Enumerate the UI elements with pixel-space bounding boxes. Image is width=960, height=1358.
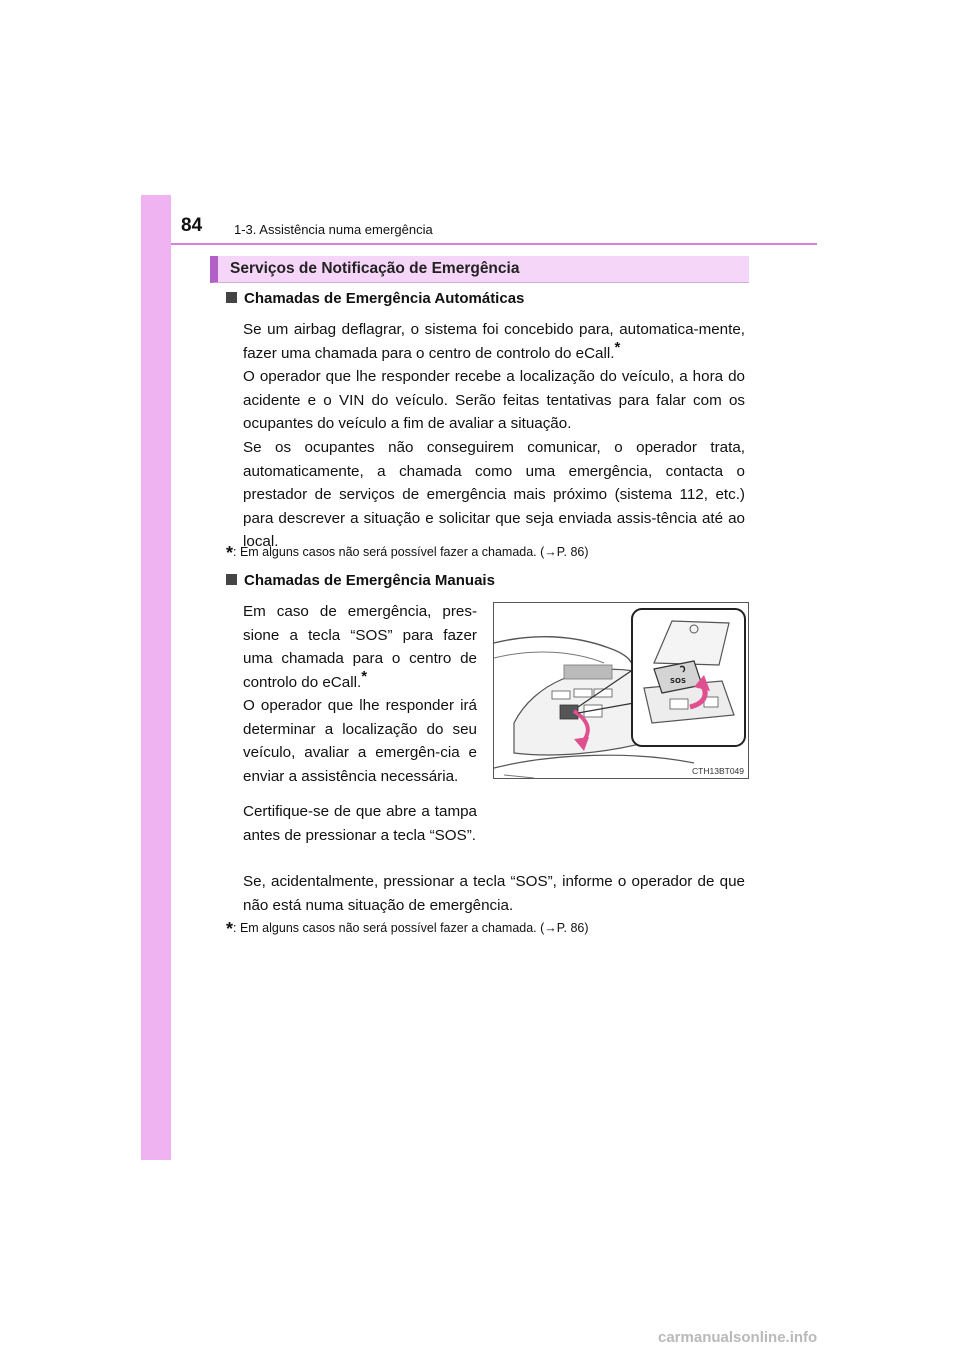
square-bullet-icon [226, 574, 237, 585]
manual-paragraph-1 [243, 600, 477, 788]
header-rule [171, 243, 817, 245]
sos-button-label: SOS [670, 677, 687, 685]
chapter-sidebar [141, 195, 171, 1160]
manual-calls-heading [226, 572, 495, 589]
banner-title: Serviços de Notificação de Emergência [230, 260, 520, 277]
overhead-console-drawing [494, 603, 749, 779]
figure-code: CTH13BT049 [692, 766, 744, 776]
auto-calls-heading [226, 290, 524, 307]
manual-paragraph-2: Certifique-se de que abre a tampa antes de pressionar a tecla “SOS”. [243, 803, 477, 844]
manual-calls-heading-text: Chamadas de Emergência Manuais [244, 572, 495, 589]
square-bullet-icon [226, 292, 237, 303]
page-number: 84 [181, 215, 203, 236]
auto-footnote [226, 543, 589, 564]
auto-paragraph-1 [243, 318, 745, 436]
footnote-marker: * [361, 667, 368, 685]
manual-paragraph-3: Se, acidentalmente, pressionar a tecla “SOS”, informe o operador de que não está numa situação de emergência. [243, 873, 745, 914]
footnote-marker: * [614, 338, 621, 356]
footnote-star: * [226, 919, 234, 939]
footnote-star: * [226, 543, 234, 563]
auto-p1a: Se um airbag deflagrar, o sistema foi concebido para, automatica-mente, fazer uma chamada para o centro de controlo do eCall. [243, 321, 745, 362]
sos-button-illustration [493, 602, 749, 779]
section-header: 1-3. Assistência numa emergência [234, 222, 433, 237]
manual-p1a: Em caso de emergência, pres-sione a tecla “SOS” para fazer uma chamada para o centro de controlo do eCall. [243, 603, 477, 691]
watermark: carmanualsonline.info [658, 1329, 818, 1346]
auto-paragraph-2: Se os ocupantes não conseguirem comunicar, o operador trata, automaticamente, a chamada como uma emergência, contacta o prestador de serviços de emergência mais próximo (sistema 112, etc.) para descrever a situação e solicitar que seja enviada assis-tência até ao local. [243, 439, 745, 550]
section-banner [210, 256, 749, 283]
auto-p1b: O operador que lhe responder recebe a localização do veículo, a hora do acidente e o VIN do veículo. Serão feitas tentativas para falar com os ocupantes do veículo a fim de avaliar a situação. [243, 368, 745, 432]
manual-footnote [226, 919, 589, 940]
auto-footnote-text: : Em alguns casos não será possível fazer a chamada. (→P. 86) [233, 545, 589, 559]
manual-footnote-text: : Em alguns casos não será possível fazer a chamada. (→P. 86) [233, 921, 589, 935]
manual-p1b: O operador que lhe responder irá determinar a localização do seu veículo, avaliar a emergên-cia e enviar a assistência necessária. [243, 697, 477, 785]
auto-calls-heading-text: Chamadas de Emergência Automáticas [244, 290, 525, 307]
